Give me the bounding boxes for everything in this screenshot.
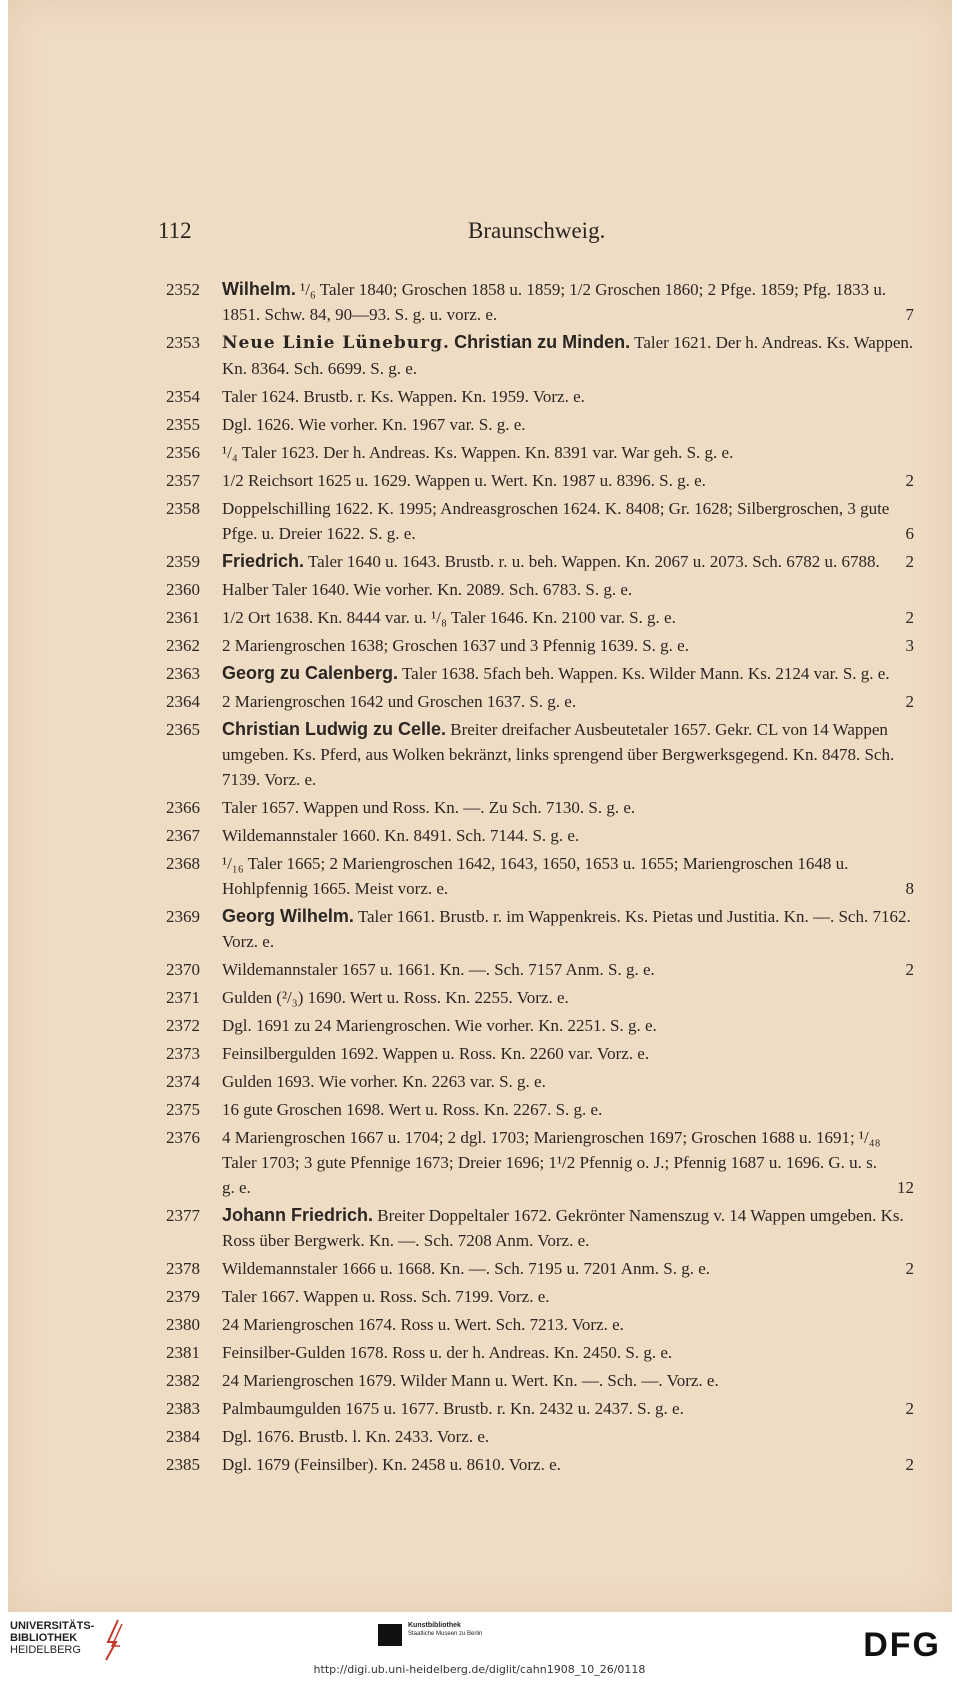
permalink-url[interactable]: http://digi.ub.uni-heidelberg.de/diglit/cahn1908_10_26/0118 [313,1663,646,1676]
entry-description [222,1312,914,1337]
catalog-entry [166,851,914,901]
ub-logo-line3: HEIDELBERG [10,1644,81,1656]
catalog-entry [166,440,914,465]
entry-body [222,577,914,602]
ub-logo-line2: BIBLIOTHEK [10,1632,78,1644]
entry-body [222,823,914,848]
entry-description [222,1368,914,1393]
entry-number: 2379 [166,1287,200,1306]
entry-number: 2376 [166,1128,200,1147]
catalog-entry [166,1284,914,1309]
entry-number: 2366 [166,798,200,817]
catalog-entry [166,1097,914,1122]
entry-text: Wildemannstaler 1657 u. 1661. Kn. —. Sch. 7157 Anm. S. g. e. [222,960,655,979]
entry-text: Breiter dreifacher Ausbeutetaler 1657. Gekr. CL von 14 Wappen umgeben. Ks. Pferd, aus Wolken bekränzt, links sprengend über Bergwerksgegend. Kn. 8478. Sch. 7139. Vorz. e. [222,720,895,789]
catalog-entry [166,412,914,437]
entry-price: 2 [905,552,914,571]
catalog-entry [166,1256,914,1281]
entry-number: 2382 [166,1371,200,1390]
ruler-name: Neue Linie Lüneburg. [222,333,450,353]
ruler-name: Johann Friedrich. [222,1205,374,1225]
entry-number: 2363 [166,664,200,683]
entry-number: 2374 [166,1072,200,1091]
entry-price: 3 [905,636,914,655]
entry-body [222,605,914,630]
entry-text: Feinsilber-Gulden 1678. Ross u. der h. Andreas. Kn. 2450. S. g. e. [222,1343,673,1362]
entry-body [222,985,914,1010]
entry-body [222,1368,914,1393]
entry-body [222,1203,914,1253]
entry-body [222,1256,914,1281]
entry-price: 2 [905,1399,914,1418]
catalog-entry [166,661,914,686]
entry-description [222,330,914,381]
entry-text: ¹/₆ Taler 1840; Groschen 1858 u. 1859; 1/2 Groschen 1860; 2 Pfge. 1859; Pfg. 1833 u. 1851. Schw. 84, 90—93. S. g. u. vorz. e. [222,280,887,324]
entry-body [222,1340,914,1365]
entry-body [222,1041,914,1066]
catalog-entry [166,605,914,630]
entry-text: Palmbaumgulden 1675 u. 1677. Brustb. r. Kn. 2432 u. 2437. S. g. e. [222,1399,684,1418]
entry-description [222,496,914,546]
ruler-name: Friedrich. [222,551,305,571]
entry-description [222,1041,914,1066]
catalog-entry [166,1069,914,1094]
entry-body [222,1396,914,1421]
entry-price: 2 [905,608,914,627]
entry-number: 2355 [166,415,200,434]
kb-logo-line1: Kunstbibliothek [408,1622,461,1629]
catalog-entry [166,957,914,982]
entry-number: 2369 [166,907,200,926]
entry-body [222,384,914,409]
entry-text: 24 Mariengroschen 1679. Wilder Mann u. Wert. Kn. —. Sch. —. Vorz. e. [222,1371,719,1390]
entry-body [222,1312,914,1337]
entry-text: Dgl. 1626. Wie vorher. Kn. 1967 var. S. g. e. [222,415,526,434]
catalog-entry [166,496,914,546]
entry-description [222,957,914,982]
catalog-entry [166,904,914,954]
entry-number: 2380 [166,1315,200,1334]
entry-number: 2367 [166,826,200,845]
entry-price: 2 [905,960,914,979]
ub-logo-icon [98,1618,128,1662]
entry-description [222,1424,914,1449]
entry-description [222,985,914,1010]
entry-number: 2353 [166,333,200,352]
entry-number: 2385 [166,1455,200,1474]
page-header [158,218,778,248]
entry-description [222,412,914,437]
catalog-entry [166,1396,914,1421]
ub-logo-line1: UNIVERSITÄTS- [10,1620,95,1632]
entry-description [222,1203,914,1253]
entry-text: Wildemannstaler 1666 u. 1668. Kn. —. Sch. 7195 u. 7201 Anm. S. g. e. [222,1259,711,1278]
entry-body [222,689,914,714]
catalog-entry [166,549,914,574]
entry-text: Doppelschilling 1622. K. 1995; Andreasgroschen 1624. K. 8408; Gr. 1628; Silbergroschen, 3 gute Pfge. u. Dreier 1622. S. g. e. [222,499,890,543]
entry-description [222,549,914,574]
entry-text: 2 Mariengroschen 1638; Groschen 1637 und 3 Pfennig 1639. S. g. e. [222,636,689,655]
entry-price: 2 [905,471,914,490]
entry-number: 2373 [166,1044,200,1063]
catalog-entry [166,1312,914,1337]
entry-number: 2368 [166,854,200,873]
entry-body [222,1013,914,1038]
entry-text: Feinsilbergulden 1692. Wappen u. Ross. Kn. 2260 var. Vorz. e. [222,1044,650,1063]
entry-text: Taler 1640 u. 1643. Brustb. r. u. beh. Wappen. Kn. 2067 u. 2073. Sch. 6782 u. 6788. [307,552,880,571]
entry-body [222,795,914,820]
entry-description [222,1284,914,1309]
entry-description [222,440,914,465]
entry-description [222,1013,914,1038]
entry-body [222,633,914,658]
catalog-entry [166,577,914,602]
entry-description [222,1396,914,1421]
catalog-entry [166,1041,914,1066]
catalog-entry [166,1452,914,1477]
entry-number: 2354 [166,387,200,406]
entry-text: Taler 1667. Wappen u. Ross. Sch. 7199. Vorz. e. [222,1287,550,1306]
entry-number: 2359 [166,552,200,571]
entry-price: 2 [905,692,914,711]
entry-number: 2356 [166,443,200,462]
catalog-entry [166,1203,914,1253]
catalog-entry [166,384,914,409]
entry-description [222,717,914,792]
entry-body [222,904,914,954]
catalog-entry [166,717,914,792]
entry-text: Dgl. 1676. Brustb. l. Kn. 2433. Vorz. e. [222,1427,490,1446]
entry-body [222,1097,914,1122]
entry-number: 2381 [166,1343,200,1362]
entry-description [222,904,914,954]
entry-description [222,795,914,820]
entry-text: 16 gute Groschen 1698. Wert u. Ross. Kn. 2267. S. g. e. [222,1100,603,1119]
entry-body [222,1125,914,1200]
entry-body [222,957,914,982]
entry-number: 2352 [166,280,200,299]
entry-number: 2375 [166,1100,200,1119]
entry-number: 2364 [166,692,200,711]
entry-text: Wildemannstaler 1660. Kn. 8491. Sch. 7144. S. g. e. [222,826,580,845]
entry-body [222,440,914,465]
entry-text: Gulden (²/₃) 1690. Wert u. Ross. Kn. 2255. Vorz. e. [222,988,569,1007]
catalog-entry [166,277,914,327]
entry-body [222,1284,914,1309]
entry-text: 1/2 Ort 1638. Kn. 8444 var. u. ¹/₈ Taler 1646. Kn. 2100 var. S. g. e. [222,608,676,627]
catalog-entry [166,1340,914,1365]
entry-body [222,1069,914,1094]
catalog-entry [166,330,914,381]
catalog-entries [166,277,914,1480]
running-title: Braunschweig. [468,218,606,243]
entry-body [222,496,914,546]
entry-description [222,633,914,658]
entry-body [222,1424,914,1449]
entry-description [222,661,914,686]
entry-description [222,577,914,602]
entry-price: 12 [897,1178,914,1197]
entry-number: 2358 [166,499,200,518]
kunstbibliothek-icon [378,1624,402,1646]
entry-text: Taler 1638. 5fach beh. Wappen. Ks. Wilder Mann. Ks. 2124 var. S. g. e. [401,664,890,683]
entry-description [222,851,914,901]
catalog-entry [166,795,914,820]
entry-price: 8 [905,879,914,898]
ub-heidelberg-logo[interactable] [10,1620,94,1656]
entry-description [222,277,914,327]
catalog-entry [166,1013,914,1038]
entry-number: 2365 [166,720,200,739]
catalog-entry [166,985,914,1010]
catalog-entry [166,689,914,714]
entry-description [222,605,914,630]
entry-description [222,468,914,493]
entry-text: 4 Mariengroschen 1667 u. 1704; 2 dgl. 1703; Mariengroschen 1697; Groschen 1688 u. 1691; ¹/₄₈ Taler 1703; 3 gute Pfennige 1673; Dreier 1696; 1¹/2 Pfennig o. J.; Pfennig 1687 u. 1696. G. u. s. g. e. [222,1128,881,1197]
ruler-name: Georg zu Calenberg. [222,663,399,683]
dfg-logo[interactable]: DFG [863,1626,941,1664]
entry-description [222,1069,914,1094]
entry-body [222,661,914,686]
entry-body [222,717,914,792]
page-number: 112 [158,218,192,243]
catalog-entry [166,1424,914,1449]
entry-text: Taler 1621. Der h. Andreas. Ks. Wappen. Kn. 8364. Sch. 6699. S. g. e. [222,333,914,378]
entry-description [222,1256,914,1281]
ruler-name-secondary: Christian zu Minden. [454,332,631,352]
entry-text: Gulden 1693. Wie vorher. Kn. 2263 var. S. g. e. [222,1072,546,1091]
entry-text: Taler 1661. Brustb. r. im Wappenkreis. Ks. Pietas und Justitia. Kn. —. Sch. 7162. Vorz. e. [222,907,911,951]
entry-description [222,689,914,714]
kunstbibliothek-logo[interactable] [408,1622,482,1638]
entry-body [222,277,914,327]
ruler-name: Wilhelm. [222,279,296,299]
entry-description [222,823,914,848]
entry-number: 2378 [166,1259,200,1278]
entry-description [222,1097,914,1122]
entry-number: 2361 [166,608,200,627]
entry-text: Dgl. 1691 zu 24 Mariengroschen. Wie vorher. Kn. 2251. S. g. e. [222,1016,657,1035]
entry-body [222,468,914,493]
catalog-entry [166,1125,914,1200]
entry-text: Halber Taler 1640. Wie vorher. Kn. 2089. Sch. 6783. S. g. e. [222,580,633,599]
entry-text: ¹/₄ Taler 1623. Der h. Andreas. Ks. Wappen. Kn. 8391 var. War geh. S. g. e. [222,443,734,462]
entry-number: 2384 [166,1427,200,1446]
entry-number: 2383 [166,1399,200,1418]
catalog-entry [166,823,914,848]
entry-price: 6 [905,524,914,543]
entry-price: 2 [905,1259,914,1278]
entry-text: 24 Mariengroschen 1674. Ross u. Wert. Sch. 7213. Vorz. e. [222,1315,624,1334]
catalog-entry [166,1368,914,1393]
entry-text: Taler 1624. Brustb. r. Ks. Wappen. Kn. 1959. Vorz. e. [222,387,585,406]
entry-body [222,549,914,574]
entry-price: 2 [905,1455,914,1474]
entry-number: 2362 [166,636,200,655]
entry-text: 1/2 Reichsort 1625 u. 1629. Wappen u. Wert. Kn. 1987 u. 8396. S. g. e. [222,471,706,490]
entry-description [222,1452,914,1477]
entry-description [222,1125,914,1200]
ruler-name: Christian Ludwig zu Celle. [222,719,447,739]
entry-number: 2360 [166,580,200,599]
entry-body [222,412,914,437]
scanned-page [8,0,952,1612]
entry-description [222,1340,914,1365]
entry-text: ¹/₁₆ Taler 1665; 2 Mariengroschen 1642, 1643, 1650, 1653 u. 1655; Mariengroschen 1648 u. Hohlpfennig 1665. Meist vorz. e. [222,854,849,898]
entry-text: Breiter Doppeltaler 1672. Gekrönter Namenszug v. 14 Wappen umgeben. Ks. Ross über Bergwerk. Kn. —. Sch. 7208 Anm. Vorz. e. [222,1206,904,1250]
entry-number: 2377 [166,1206,200,1225]
entry-body [222,330,914,381]
entry-text: Dgl. 1679 (Feinsilber). Kn. 2458 u. 8610. Vorz. e. [222,1455,561,1474]
entry-text: Taler 1657. Wappen und Ross. Kn. —. Zu Sch. 7130. S. g. e. [222,798,636,817]
ruler-name: Georg Wilhelm. [222,906,354,926]
entry-text: 2 Mariengroschen 1642 und Groschen 1637. S. g. e. [222,692,577,711]
footer-bar [0,1612,959,1682]
catalog-entry [166,633,914,658]
entry-number: 2372 [166,1016,200,1035]
catalog-entry [166,468,914,493]
entry-body [222,1452,914,1477]
entry-number: 2357 [166,471,200,490]
entry-number: 2370 [166,960,200,979]
entry-body [222,851,914,901]
kb-logo-line2: Staatliche Museen zu Berlin [408,1631,483,1637]
entry-number: 2371 [166,988,200,1007]
entry-description [222,384,914,409]
entry-price: 7 [905,305,914,324]
